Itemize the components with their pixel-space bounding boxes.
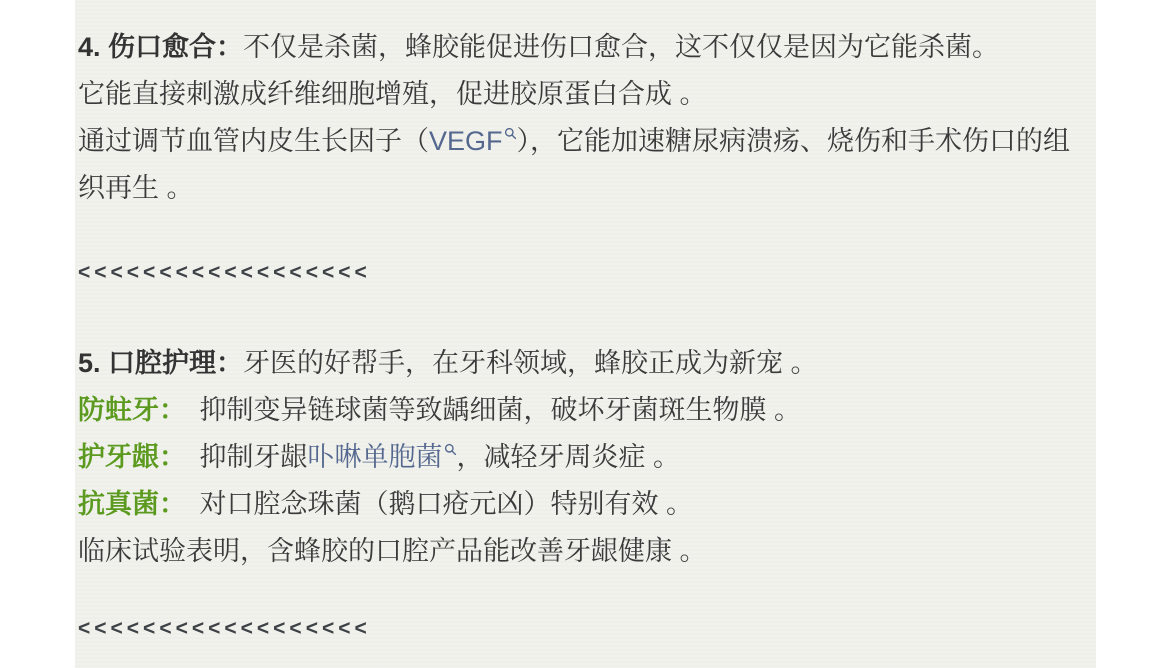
text-run: 它能直接刺激成纤维细胞增殖，促进胶原蛋白合成 。: [78, 79, 707, 109]
entity-link[interactable]: VEGF: [429, 126, 517, 156]
green-label: 防蛀牙：: [78, 395, 173, 425]
paragraph: [78, 24, 1096, 71]
green-label: 护牙龈：: [78, 442, 173, 472]
section-heading: 4. 伤口愈合：: [78, 32, 244, 62]
paragraph: [78, 434, 1096, 481]
article-body: [78, 24, 1096, 652]
paragraph: [78, 118, 1096, 212]
text-run: 牙医的好帮手，在牙科领域，蜂胶正成为新宠 。: [243, 348, 818, 378]
text-run: 抑制变异链球菌等致龋细菌，破坏牙菌斑生物膜 。: [172, 395, 802, 425]
text-run: 不仅是杀菌，蜂胶能促进伤口愈合，这不仅仅是因为它能杀菌。: [243, 32, 1000, 62]
text-run: ，减轻牙周炎症 。: [456, 442, 681, 472]
entity-link[interactable]: 卟啉单胞菌: [308, 442, 457, 472]
text-run: 临床试验表明，含蜂胶的口腔产品能改善牙龈健康 。: [78, 536, 707, 566]
paragraph: [78, 71, 1096, 118]
text-run: 通过调节血管内皮生长因子（: [78, 126, 429, 156]
paragraph: [78, 387, 1096, 434]
article-panel: [75, 0, 1096, 668]
paragraph: [78, 528, 1096, 575]
text-run: 对口腔念珠菌（鹅口疮元凶）特别有效 。: [172, 489, 694, 519]
text-run: ），它能加速糖尿病溃疡、烧伤和手术伤口的组织再生 。: [78, 126, 1071, 203]
text-run: 抑制牙龈: [172, 442, 308, 472]
paragraph: [78, 481, 1096, 528]
search-icon: [444, 443, 457, 456]
green-label: 抗真菌：: [78, 489, 173, 519]
paragraph: [78, 340, 1096, 387]
search-icon: [504, 127, 517, 140]
separator-chevrons: <<<<<<<<<<<<<<<<<<: [78, 261, 371, 284]
separator-chevrons: <<<<<<<<<<<<<<<<<<: [78, 617, 371, 640]
section-heading: 5. 口腔护理：: [78, 348, 244, 378]
